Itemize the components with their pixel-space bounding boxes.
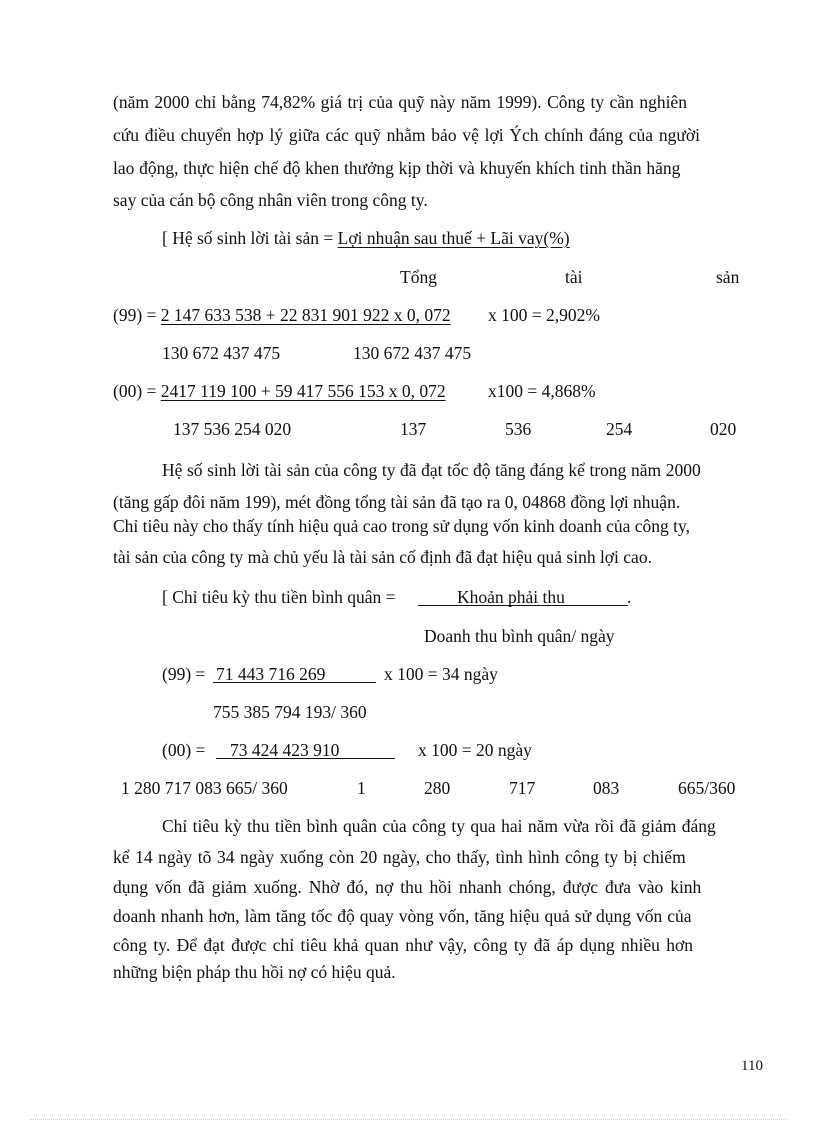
- para1-line-3: lao động, thực hiện chế độ khen thưởng kịp thời và khuyến khích tinh thần hăng: [113, 158, 681, 178]
- dso-numerator: Khoản phải thu: [457, 587, 565, 607]
- roa-00-result: x100 = 4,868%: [488, 381, 596, 401]
- page-bottom-divider: [30, 1119, 786, 1120]
- roa-00-denom-part-1: 137: [400, 419, 427, 439]
- roa-prefix: [ Hệ số sinh lời tài sản =: [162, 228, 338, 248]
- roa-00-denom-part-3: 254: [606, 419, 633, 439]
- para3-line-6: những biện pháp thu hồi nợ có hiệu quả.: [113, 962, 396, 982]
- roa-00-prefix: (00) =: [113, 381, 161, 401]
- para1-line-1: (năm 2000 chỉ bằng 74,82% giá trị của quỹ này năm 1999). Công ty cần nghiên: [113, 92, 687, 112]
- page-number: 110: [741, 1058, 763, 1074]
- para2-line-4: tài sản của công ty mà chủ yếu là tài sản cố định đã đạt hiệu quả sinh lợi cao.: [113, 547, 652, 567]
- dso-denominator: Doanh thu bình quân/ ngày: [424, 626, 615, 646]
- dso-00-denom-part-4: 083: [593, 778, 620, 798]
- dso-00-result: x 100 = 20 ngày: [418, 740, 532, 760]
- dso-prefix: [ Chỉ tiêu kỳ thu tiền bình quân =: [162, 587, 396, 607]
- para1-line-4: say của cán bộ công nhân viên trong công ty.: [113, 190, 428, 210]
- para2-line-1: Hệ số sinh lời tài sản của công ty đã đạt tốc độ tăng đáng kể trong năm 2000: [162, 460, 701, 480]
- dso-00-denom-part-2: 280: [424, 778, 451, 798]
- dso-99-prefix: (99) =: [162, 664, 206, 684]
- roa-00-line: [113, 383, 446, 401]
- dso-00-denom-part-5: 665/360: [678, 778, 736, 798]
- dso-99-denom: 755 385 794 193/ 360: [213, 702, 367, 722]
- roa-99-result: x 100 = 2,902%: [488, 305, 600, 325]
- roa-numerator: Lợi nhuận sau thuế + Lãi vay(%): [337, 228, 570, 248]
- dso-00-denom-part-1: 1: [357, 778, 366, 798]
- roa-denom-word-1: Tổng: [400, 267, 437, 287]
- para2-line-3: Chỉ tiêu này cho thấy tính hiệu quả cao trong sử dụng vốn kinh doanh của công ty,: [113, 516, 690, 536]
- para3-line-2: kể 14 ngày tõ 34 ngày xuống còn 20 ngày, cho thấy, tình hình công ty bị chiếm: [113, 847, 686, 867]
- dso-99-numerator: 71 443 716 269: [216, 664, 326, 684]
- para3-line-5: công ty. Để đạt được chỉ tiêu khả quan như vậy, công ty đã áp dụng nhiều hơn: [113, 935, 693, 955]
- dso-period: .: [627, 587, 632, 607]
- para3-line-3: dụng vốn đã giảm xuống. Nhờ đó, nợ thu hồi nhanh chóng, được đưa vào kinh: [113, 877, 702, 897]
- roa-00-denom-a: 137 536 254 020: [173, 419, 292, 439]
- dso-99-result: x 100 = 34 ngày: [384, 664, 498, 684]
- para2-line-2: (tăng gấp đôi năm 199), mét đồng tổng tài sản đã tạo ra 0, 04868 đồng lợi nhuận.: [113, 492, 681, 512]
- roa-99-numerator: 2 147 633 538 + 22 831 901 922 x 0, 072: [160, 305, 451, 325]
- roa-99-denom-b: 130 672 437 475: [353, 343, 472, 363]
- dso-00-prefix: (00) =: [162, 740, 206, 760]
- para3-line-1: Chỉ tiêu kỳ thu tiền bình quân của công ty qua hai năm vừa rồi đã giảm đáng: [162, 816, 716, 836]
- roa-99-line: [113, 307, 451, 325]
- roa-denom-word-2: tài: [565, 267, 583, 287]
- dso-00-denom-part-3: 717: [509, 778, 536, 798]
- dso-00-numerator: 73 424 423 910: [230, 740, 340, 760]
- roa-00-denom-part-2: 536: [505, 419, 532, 439]
- roa-99-denom-a: 130 672 437 475: [162, 343, 281, 363]
- roa-99-prefix: (99) =: [113, 305, 161, 325]
- para1-line-2: cứu điều chuyển hợp lý giữa các quỹ nhằm bảo vệ lợi Ých chính đáng của người: [113, 125, 700, 145]
- roa-00-numerator: 2417 119 100 + 59 417 556 153 x 0, 072: [160, 381, 446, 401]
- roa-denom-word-3: sản: [716, 267, 740, 287]
- roa-00-denom-part-4: 020: [710, 419, 737, 439]
- para3-line-4: doanh nhanh hơn, làm tăng tốc độ quay vòng vốn, tăng hiệu quả sử dụng vốn của: [113, 906, 692, 926]
- dso-00-denom-a: 1 280 717 083 665/ 360: [121, 778, 288, 798]
- roa-formula: [162, 230, 570, 248]
